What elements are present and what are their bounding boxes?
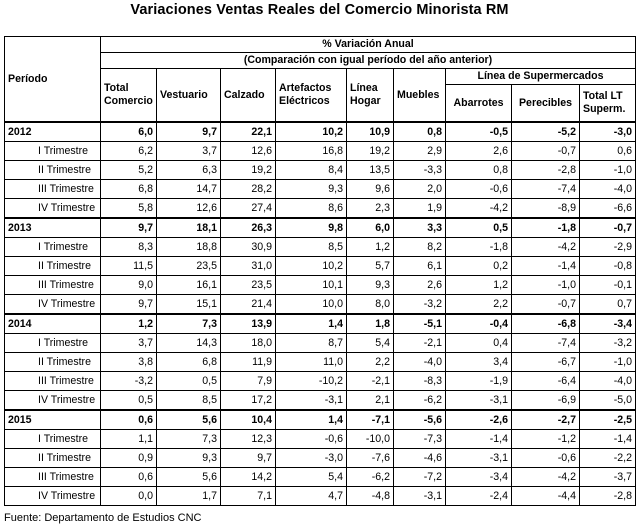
value-cell: -3,1 <box>394 487 446 506</box>
value-cell: 2,0 <box>394 180 446 199</box>
value-cell: 2,6 <box>446 142 512 161</box>
value-cell: 4,7 <box>276 487 347 506</box>
header-artefactos: Artefactos Eléctricos <box>276 69 347 123</box>
value-cell: -0,7 <box>512 142 580 161</box>
value-cell: 26,3 <box>221 218 276 238</box>
value-cell: -2,5 <box>580 410 636 430</box>
value-cell: 10,4 <box>221 410 276 430</box>
header-variacion: % Variación Anual <box>101 37 636 53</box>
value-cell: 8,3 <box>101 238 157 257</box>
table-row <box>5 391 636 411</box>
year-label: 2013 <box>5 218 101 238</box>
value-cell: -1,2 <box>512 430 580 449</box>
value-cell: -3,1 <box>276 391 347 411</box>
header-comparacion: (Comparación con igual período del año anterior) <box>101 53 636 69</box>
value-cell: -8,9 <box>512 199 580 219</box>
value-cell: 19,2 <box>347 142 394 161</box>
value-cell: 9,8 <box>276 218 347 238</box>
value-cell: 0,6 <box>101 410 157 430</box>
value-cell: 27,4 <box>221 199 276 219</box>
value-cell: 0,5 <box>157 372 221 391</box>
year-row <box>5 410 636 430</box>
value-cell: 3,7 <box>157 142 221 161</box>
value-cell: 17,2 <box>221 391 276 411</box>
value-cell: 8,5 <box>276 238 347 257</box>
year-label: 2012 <box>5 122 101 142</box>
value-cell: -3,4 <box>446 468 512 487</box>
value-cell: 6,0 <box>347 218 394 238</box>
period-label: II Trimestre <box>5 449 101 468</box>
value-cell: -2,8 <box>580 487 636 506</box>
value-cell: 3,8 <box>101 353 157 372</box>
value-cell: 9,7 <box>101 218 157 238</box>
value-cell: 8,6 <box>276 199 347 219</box>
value-cell: 0,5 <box>446 218 512 238</box>
value-cell: -4,2 <box>512 468 580 487</box>
value-cell: 14,7 <box>157 180 221 199</box>
value-cell: -1,4 <box>512 257 580 276</box>
value-cell: 1,7 <box>157 487 221 506</box>
value-cell: 0,4 <box>446 334 512 353</box>
value-cell: -6,2 <box>347 468 394 487</box>
value-cell: 5,2 <box>101 161 157 180</box>
period-label: I Trimestre <box>5 238 101 257</box>
value-cell: 11,0 <box>276 353 347 372</box>
value-cell: 15,1 <box>157 295 221 315</box>
period-label: I Trimestre <box>5 430 101 449</box>
value-cell: -7,4 <box>512 334 580 353</box>
value-cell: 1,2 <box>446 276 512 295</box>
value-cell: 6,8 <box>157 353 221 372</box>
table-row <box>5 238 636 257</box>
value-cell: 1,2 <box>347 238 394 257</box>
value-cell: 11,5 <box>101 257 157 276</box>
value-cell: 3,4 <box>446 353 512 372</box>
value-cell: 2,6 <box>394 276 446 295</box>
period-label: II Trimestre <box>5 353 101 372</box>
value-cell: 6,3 <box>157 161 221 180</box>
value-cell: -1,8 <box>446 238 512 257</box>
value-cell: -0,8 <box>580 257 636 276</box>
table-row <box>5 142 636 161</box>
value-cell: 7,9 <box>221 372 276 391</box>
value-cell: -3,0 <box>580 122 636 142</box>
value-cell: 1,9 <box>394 199 446 219</box>
value-cell: -2,1 <box>394 334 446 353</box>
period-label: IV Trimestre <box>5 391 101 411</box>
value-cell: -4,6 <box>394 449 446 468</box>
value-cell: -6,7 <box>512 353 580 372</box>
value-cell: -2,9 <box>580 238 636 257</box>
period-label: IV Trimestre <box>5 295 101 315</box>
value-cell: 7,3 <box>157 430 221 449</box>
value-cell: -2,1 <box>347 372 394 391</box>
value-cell: 8,4 <box>276 161 347 180</box>
value-cell: 10,2 <box>276 122 347 142</box>
value-cell: 18,8 <box>157 238 221 257</box>
value-cell: 5,6 <box>157 468 221 487</box>
table-row <box>5 199 636 219</box>
period-label: II Trimestre <box>5 161 101 180</box>
table-row <box>5 161 636 180</box>
value-cell: 11,9 <box>221 353 276 372</box>
value-cell: 1,1 <box>101 430 157 449</box>
table-row <box>5 372 636 391</box>
value-cell: 7,1 <box>221 487 276 506</box>
value-cell: -1,0 <box>580 161 636 180</box>
value-cell: 8,2 <box>394 238 446 257</box>
value-cell: -2,8 <box>512 161 580 180</box>
value-cell: 6,2 <box>101 142 157 161</box>
value-cell: 23,5 <box>221 276 276 295</box>
value-cell: -7,2 <box>394 468 446 487</box>
value-cell: -3,0 <box>276 449 347 468</box>
table-row <box>5 430 636 449</box>
value-cell: 0,8 <box>446 161 512 180</box>
value-cell: 9,3 <box>276 180 347 199</box>
value-cell: -5,1 <box>394 314 446 334</box>
value-cell: -6,2 <box>394 391 446 411</box>
value-cell: -2,2 <box>580 449 636 468</box>
value-cell: -5,2 <box>512 122 580 142</box>
value-cell: 9,7 <box>157 122 221 142</box>
value-cell: -1,0 <box>580 353 636 372</box>
value-cell: 19,2 <box>221 161 276 180</box>
period-label: III Trimestre <box>5 468 101 487</box>
value-cell: 6,0 <box>101 122 157 142</box>
value-cell: -2,7 <box>512 410 580 430</box>
table-row <box>5 449 636 468</box>
header-periodo: Período <box>5 37 101 123</box>
header-linea-hogar: Línea Hogar <box>347 69 394 123</box>
value-cell: -8,3 <box>394 372 446 391</box>
value-cell: -0,7 <box>512 295 580 315</box>
value-cell: -1,9 <box>446 372 512 391</box>
table-title: Variaciones Ventas Reales del Comercio Minorista RM <box>130 2 509 18</box>
value-cell: 0,6 <box>580 142 636 161</box>
value-cell: -1,0 <box>512 276 580 295</box>
value-cell: 18,1 <box>157 218 221 238</box>
value-cell: 9,0 <box>101 276 157 295</box>
value-cell: 18,0 <box>221 334 276 353</box>
header-supermercados: Línea de Supermercados <box>446 69 636 85</box>
value-cell: 16,1 <box>157 276 221 295</box>
value-cell: -3,3 <box>394 161 446 180</box>
header-calzado: Calzado <box>221 69 276 123</box>
value-cell: 9,7 <box>221 449 276 468</box>
value-cell: 9,6 <box>347 180 394 199</box>
table-row <box>5 257 636 276</box>
table-row <box>5 334 636 353</box>
value-cell: -0,6 <box>446 180 512 199</box>
value-cell: -4,0 <box>394 353 446 372</box>
header-total-comercio: Total Comercio <box>101 69 157 123</box>
value-cell: -7,3 <box>394 430 446 449</box>
header-abarrotes: Abarrotes <box>446 85 512 123</box>
value-cell: 31,0 <box>221 257 276 276</box>
value-cell: -3,1 <box>446 391 512 411</box>
period-label: I Trimestre <box>5 334 101 353</box>
value-cell: 0,7 <box>580 295 636 315</box>
value-cell: 1,4 <box>276 314 347 334</box>
table-row <box>5 353 636 372</box>
value-cell: -3,4 <box>580 314 636 334</box>
period-label: III Trimestre <box>5 276 101 295</box>
value-cell: -1,4 <box>580 430 636 449</box>
value-cell: -6,9 <box>512 391 580 411</box>
value-cell: -0,6 <box>276 430 347 449</box>
value-cell: 12,6 <box>221 142 276 161</box>
value-cell: 0,5 <box>101 391 157 411</box>
value-cell: 14,2 <box>221 468 276 487</box>
value-cell: 1,2 <box>101 314 157 334</box>
value-cell: -1,4 <box>446 430 512 449</box>
value-cell: 5,4 <box>276 468 347 487</box>
value-cell: 10,9 <box>347 122 394 142</box>
value-cell: 0,0 <box>101 487 157 506</box>
value-cell: -0,6 <box>512 449 580 468</box>
value-cell: -6,4 <box>512 372 580 391</box>
value-cell: 13,5 <box>347 161 394 180</box>
value-cell: 8,5 <box>157 391 221 411</box>
value-cell: 7,3 <box>157 314 221 334</box>
header-vestuario: Vestuario <box>157 69 221 123</box>
value-cell: -6,8 <box>512 314 580 334</box>
value-cell: 2,2 <box>446 295 512 315</box>
value-cell: -4,0 <box>580 372 636 391</box>
value-cell: 10,0 <box>276 295 347 315</box>
period-label: III Trimestre <box>5 372 101 391</box>
value-cell: 12,6 <box>157 199 221 219</box>
value-cell: -3,7 <box>580 468 636 487</box>
table-body <box>5 122 636 506</box>
value-cell: 2,9 <box>394 142 446 161</box>
value-cell: -3,1 <box>446 449 512 468</box>
value-cell: 23,5 <box>157 257 221 276</box>
value-cell: 16,8 <box>276 142 347 161</box>
value-cell: -4,2 <box>512 238 580 257</box>
value-cell: 6,8 <box>101 180 157 199</box>
value-cell: 5,7 <box>347 257 394 276</box>
year-row <box>5 218 636 238</box>
table-row <box>5 468 636 487</box>
sales-variation-table <box>4 36 636 506</box>
value-cell: -4,4 <box>512 487 580 506</box>
header-muebles: Muebles <box>394 69 446 123</box>
value-cell: -7,6 <box>347 449 394 468</box>
value-cell: 0,2 <box>446 257 512 276</box>
value-cell: 2,1 <box>347 391 394 411</box>
value-cell: 13,9 <box>221 314 276 334</box>
value-cell: 0,8 <box>394 122 446 142</box>
value-cell: 12,3 <box>221 430 276 449</box>
year-row <box>5 122 636 142</box>
value-cell: 22,1 <box>221 122 276 142</box>
value-cell: -5,6 <box>394 410 446 430</box>
header-total-lt: Total LT Superm. <box>580 85 636 123</box>
year-row <box>5 314 636 334</box>
value-cell: -2,4 <box>446 487 512 506</box>
value-cell: -7,4 <box>512 180 580 199</box>
value-cell: -7,1 <box>347 410 394 430</box>
value-cell: 5,8 <box>101 199 157 219</box>
value-cell: -0,4 <box>446 314 512 334</box>
value-cell: -10,2 <box>276 372 347 391</box>
value-cell: 10,1 <box>276 276 347 295</box>
value-cell: 10,2 <box>276 257 347 276</box>
period-label: III Trimestre <box>5 180 101 199</box>
value-cell: -2,6 <box>446 410 512 430</box>
table-row <box>5 276 636 295</box>
year-label: 2014 <box>5 314 101 334</box>
table-row <box>5 180 636 199</box>
value-cell: 9,7 <box>101 295 157 315</box>
value-cell: -0,7 <box>580 218 636 238</box>
value-cell: 6,1 <box>394 257 446 276</box>
value-cell: -10,0 <box>347 430 394 449</box>
value-cell: -5,0 <box>580 391 636 411</box>
period-label: IV Trimestre <box>5 199 101 219</box>
value-cell: 14,3 <box>157 334 221 353</box>
value-cell: 1,8 <box>347 314 394 334</box>
value-cell: -0,5 <box>446 122 512 142</box>
value-cell: 0,6 <box>101 468 157 487</box>
value-cell: 9,3 <box>347 276 394 295</box>
value-cell: -6,6 <box>580 199 636 219</box>
value-cell: -3,2 <box>101 372 157 391</box>
value-cell: -1,8 <box>512 218 580 238</box>
value-cell: -3,2 <box>580 334 636 353</box>
value-cell: -0,1 <box>580 276 636 295</box>
value-cell: 21,4 <box>221 295 276 315</box>
value-cell: 3,3 <box>394 218 446 238</box>
value-cell: 5,6 <box>157 410 221 430</box>
period-label: IV Trimestre <box>5 487 101 506</box>
value-cell: 1,4 <box>276 410 347 430</box>
value-cell: 28,2 <box>221 180 276 199</box>
value-cell: 2,2 <box>347 353 394 372</box>
period-label: I Trimestre <box>5 142 101 161</box>
table-row <box>5 295 636 315</box>
value-cell: -4,0 <box>580 180 636 199</box>
period-label: II Trimestre <box>5 257 101 276</box>
table-row <box>5 487 636 506</box>
value-cell: 30,9 <box>221 238 276 257</box>
value-cell: 2,3 <box>347 199 394 219</box>
value-cell: -3,2 <box>394 295 446 315</box>
value-cell: 8,0 <box>347 295 394 315</box>
value-cell: 3,7 <box>101 334 157 353</box>
value-cell: -4,2 <box>446 199 512 219</box>
value-cell: 9,3 <box>157 449 221 468</box>
value-cell: -4,8 <box>347 487 394 506</box>
value-cell: 8,7 <box>276 334 347 353</box>
year-label: 2015 <box>5 410 101 430</box>
source-footer: Fuente: Departamento de Estudios CNC <box>4 512 202 524</box>
value-cell: 5,4 <box>347 334 394 353</box>
header-perecibles: Perecibles <box>512 85 580 123</box>
value-cell: 0,9 <box>101 449 157 468</box>
